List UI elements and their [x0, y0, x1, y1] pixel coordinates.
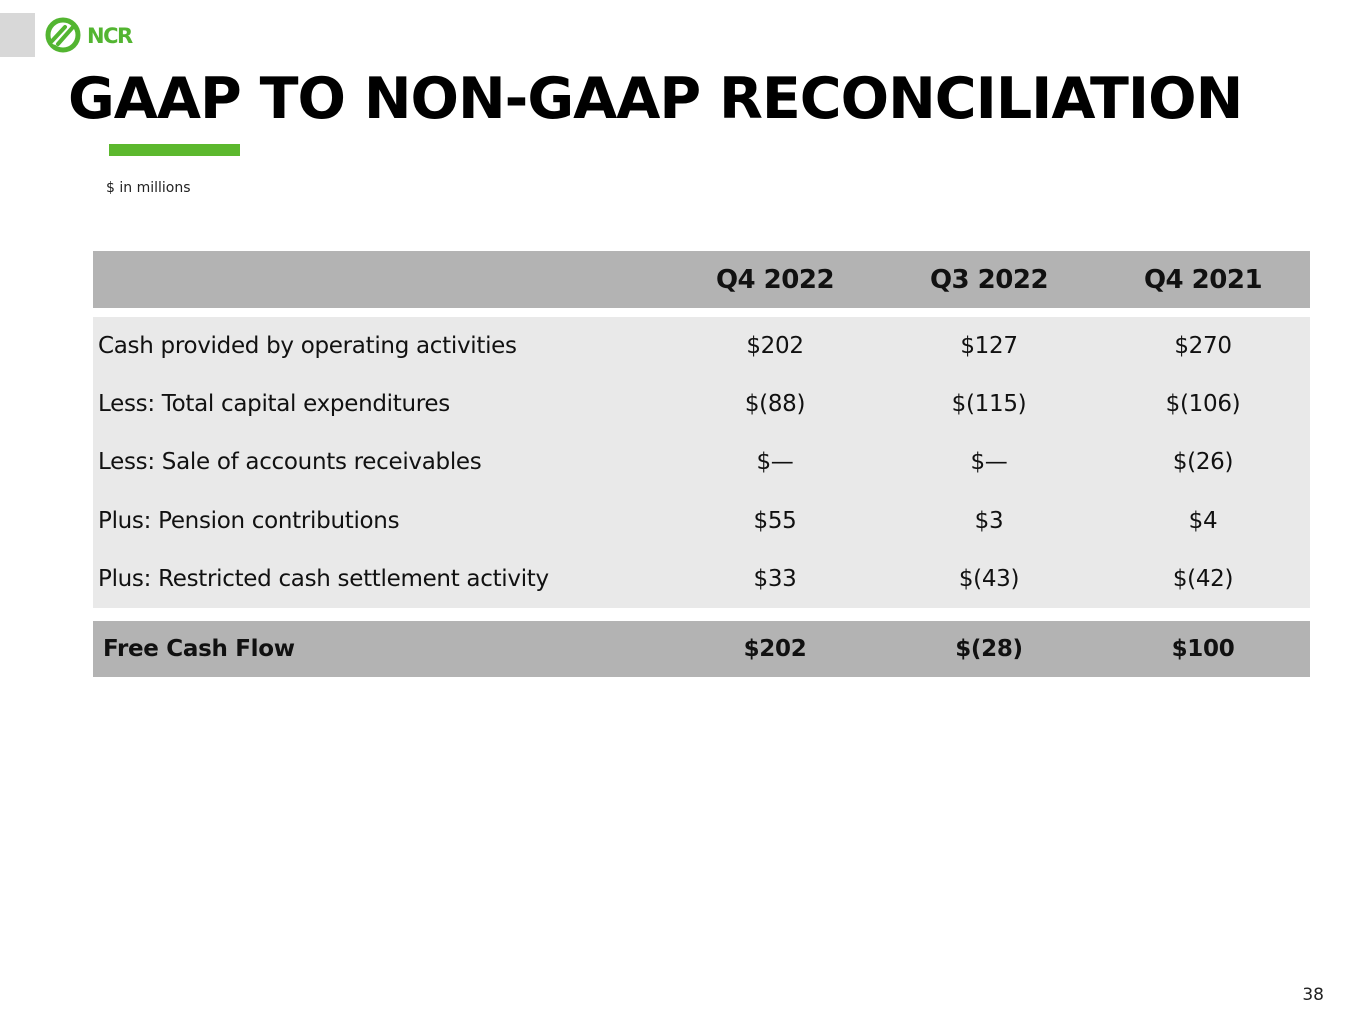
row-value-q4-2021: $(42)	[1172, 566, 1234, 592]
row-value-q4-2022: $202	[746, 333, 804, 359]
total-value-q4-2022: $202	[743, 636, 807, 662]
page-number: 38	[1302, 985, 1324, 1005]
column-header-q4-2022: Q4 2022	[715, 264, 835, 295]
title-underline	[109, 144, 240, 156]
total-value-q4-2021: $100	[1171, 636, 1235, 662]
row-value-q3-2022: $3	[974, 508, 1004, 534]
table-row	[93, 550, 1310, 608]
row-label: Plus: Pension contributions	[98, 508, 400, 534]
table-body	[93, 317, 1310, 608]
table-row	[93, 433, 1310, 491]
row-value-q4-2021: $270	[1174, 333, 1232, 359]
ncr-logo-icon	[45, 17, 85, 53]
row-value-q4-2021: $4	[1188, 508, 1218, 534]
table-row	[93, 375, 1310, 433]
row-label: Cash provided by operating activities	[98, 333, 517, 359]
table-row	[93, 317, 1310, 375]
row-label: Less: Total capital expenditures	[98, 391, 450, 417]
row-value-q3-2022: $(115)	[951, 391, 1027, 417]
total-value-q3-2022: $(28)	[955, 636, 1023, 662]
corner-tab	[0, 13, 35, 57]
row-label: Plus: Restricted cash settlement activity	[98, 566, 549, 592]
row-value-q4-2022: $—	[756, 449, 794, 475]
total-label: Free Cash Flow	[103, 636, 295, 662]
row-value-q4-2021: $(106)	[1165, 391, 1241, 417]
row-label: Less: Sale of accounts receivables	[98, 449, 482, 475]
units-note: $ in millions	[106, 180, 191, 196]
header-row	[93, 251, 1310, 308]
row-value-q4-2022: $(88)	[744, 391, 806, 417]
column-header-q3-2022: Q3 2022	[929, 264, 1049, 295]
logo-text: NCR	[87, 23, 132, 48]
column-header-q4-2021: Q4 2021	[1143, 264, 1263, 295]
row-value-q3-2022: $—	[970, 449, 1008, 475]
row-value-q4-2022: $55	[753, 508, 797, 534]
table-header	[93, 251, 1310, 308]
total-row	[93, 621, 1310, 677]
table-total	[93, 621, 1310, 677]
table-row	[93, 492, 1310, 550]
row-value-q4-2021: $(26)	[1172, 449, 1234, 475]
ncr-logo	[45, 17, 132, 53]
page-title: GAAP TO NON-GAAP RECONCILIATION	[68, 66, 1243, 132]
row-value-q3-2022: $(43)	[958, 566, 1020, 592]
row-value-q4-2022: $33	[753, 566, 797, 592]
row-value-q3-2022: $127	[960, 333, 1018, 359]
